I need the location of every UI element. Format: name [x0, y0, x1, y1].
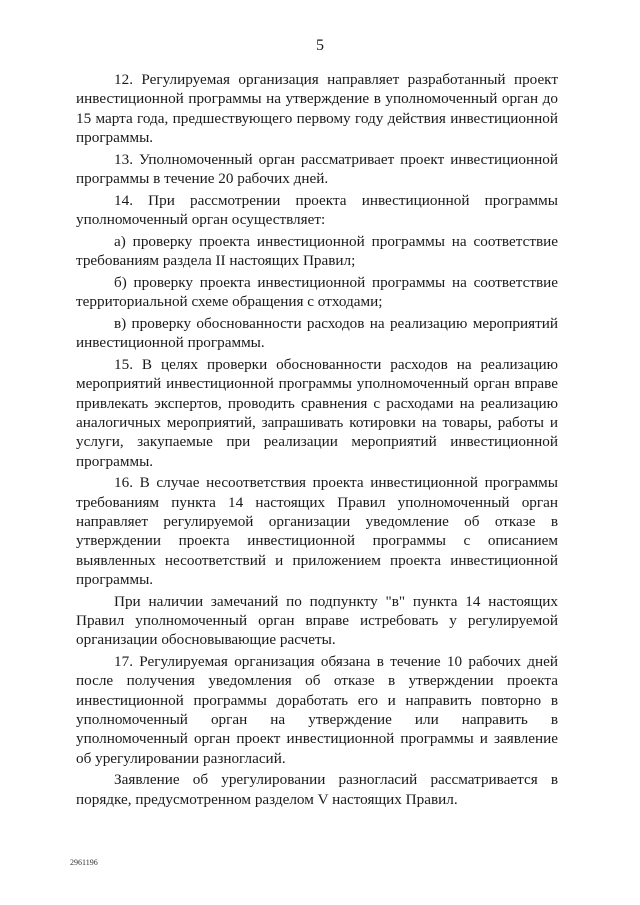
- paragraph-16-remarks: При наличии замечаний по подпункту "в" пункта 14 настоящих Правил уполномоченный орган вправе истребовать у регулируемой организации обосновывающие расчеты.: [76, 592, 558, 649]
- paragraph-14-a: а) проверку проекта инвестиционной программы на соответствие требованиям раздела II настоящих Правил;: [76, 232, 558, 270]
- paragraph-12: 12. Регулируемая организация направляет разработанный проект инвестиционной программы на утверждение в уполномоченный орган до 15 марта года, предшествующего первому году действия инвестиционной программы.: [76, 71, 558, 146]
- paragraph-15: 15. В целях проверки обоснованности расходов на реализацию мероприятий инвестиционной программы уполномоченный орган вправе привлекать экспертов, проводить сравнения с расходами на реализацию аналогичных мероприятий, запрашивать котировки на товары, работы и услуги, закупаемые при реализации мероприятий инвестиционной программы.: [76, 356, 558, 470]
- page-number: 5: [316, 37, 324, 54]
- paragraph-14-b: б) проверку проекта инвестиционной программы на соответствие территориальной схеме обращения с отходами;: [76, 273, 558, 311]
- paragraph-14: 14. При рассмотрении проекта инвестиционной программы уполномоченный орган осуществляет:: [76, 191, 558, 229]
- paragraph-14-v: в) проверку обоснованности расходов на реализацию мероприятий инвестиционной программы.: [76, 315, 558, 352]
- paragraph-16: 16. В случае несоответствия проекта инвестиционной программы требованиям пункта 14 настоящих Правил уполномоченный орган направляет регулируемой организации уведомление об отказе в утверждении проекта инвестиционной программы с описанием выявленных несоответствий и приложением проекта инвестиционной программы.: [76, 474, 558, 588]
- document-body: [76, 70, 558, 811]
- paragraph-13: 13. Уполномоченный орган рассматривает проект инвестиционной программы в течение 20 рабочих дней.: [76, 150, 558, 187]
- paragraph-17-disagreement: Заявление об урегулировании разногласий рассматривается в порядке, предусмотренном разделом V настоящих Правил.: [76, 771, 558, 808]
- document-code: 2961196: [70, 858, 98, 867]
- paragraph-17: 17. Регулируемая организация обязана в течение 10 рабочих дней после получения уведомления об отказе в утверждении проекта инвестиционной программы доработать его и направить повторно в уполномоченный орган на утверждение или направить в уполномоченный орган проект инвестиционной программы и заявление об урегулировании разногласий.: [76, 653, 558, 767]
